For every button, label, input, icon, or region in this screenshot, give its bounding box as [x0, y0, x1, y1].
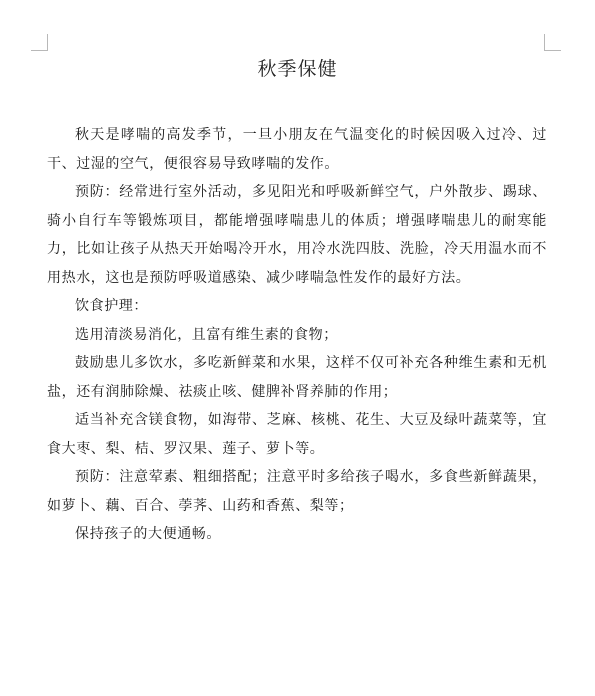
paragraph-diet-heading: 饮食护理： [75, 298, 148, 314]
crop-mark-top-right [544, 34, 561, 51]
paragraph-bowel: 保持孩子的大便通畅。 [75, 526, 221, 542]
paragraph-diet-item-3: 适当补充含镁食物，如海带、芝麻、核桃、花生、大豆及绿叶蔬菜等，宜食大枣、梨、桔、罗汉果、莲子、萝卜等。 [47, 412, 547, 457]
paragraph-diet-item-1: 选用清淡易消化，且富有维生素的食物； [75, 326, 338, 343]
paragraph-intro: 秋天是哮喘的高发季节，一旦小朋友在气温变化的时候因吸入过冷、过干、过湿的空气，便很容易导致哮喘的发作。 [47, 127, 547, 172]
paragraph-prevention: 预防：经常进行室外活动，多见阳光和呼吸新鲜空气，户外散步、踢球、骑小自行车等锻炼项目，都能增强哮喘患儿的体质；增强哮喘患儿的耐寒能力，比如让孩子从热天开始喝冷开水，用冷水洗四肢、洗脸，冷天用温水而不用热水，这也是预防呼吸道感染、减少哮喘急性发作的最好方法。 [47, 184, 547, 286]
document-title: 秋季保健 [257, 58, 338, 80]
paragraph-diet-item-2: 鼓励患儿多饮水，多吃新鲜菜和水果，这样不仅可补充各种维生素和无机盐，还有润肺除燥、祛痰止咳、健脾补肾养肺的作用； [47, 355, 547, 400]
crop-mark-top-left [31, 34, 48, 51]
document-body [47, 121, 547, 549]
paragraph-prevention-2: 预防：注意荤素、粗细搭配；注意平时多给孩子喝水，多食些新鲜蔬果，如萝卜、藕、百合、荸荠、山药和香蕉、梨等； [47, 469, 547, 514]
